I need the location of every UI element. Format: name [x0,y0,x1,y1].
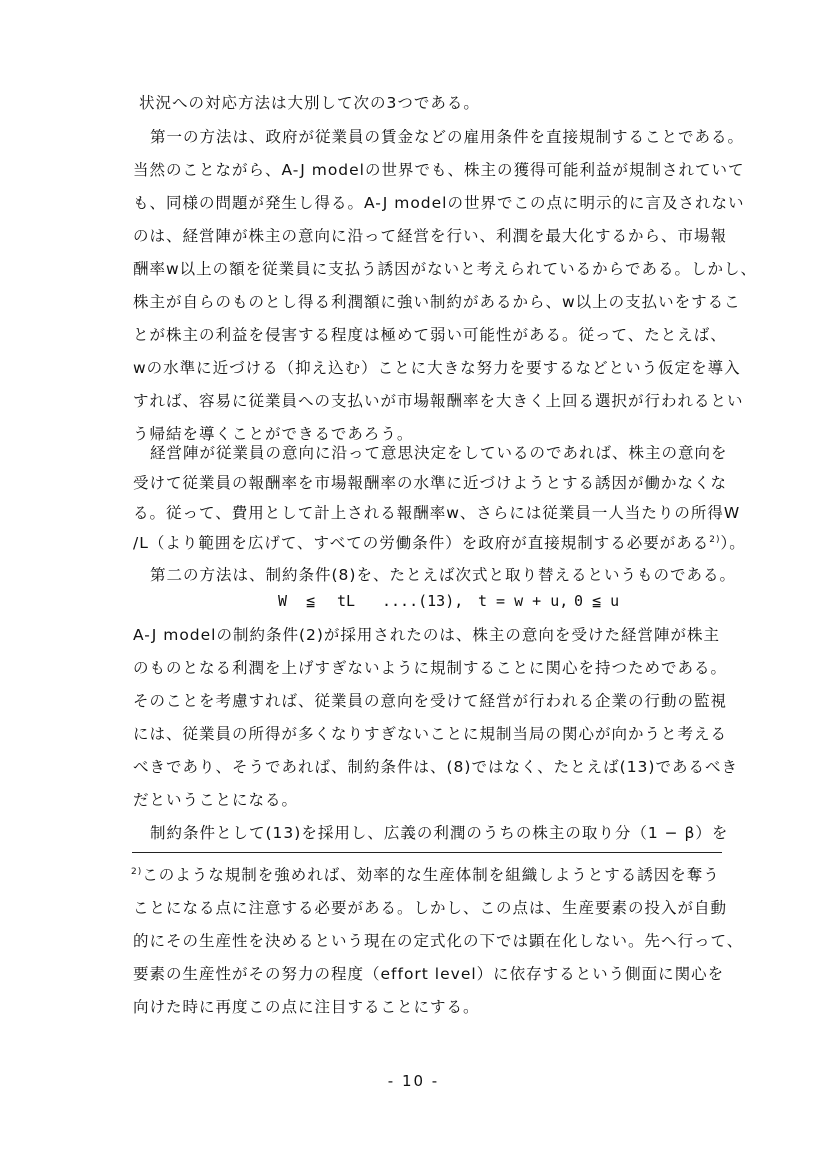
text-line: A-J modelの制約条件(2)が採用されたのは、株主の意向を受けた経営陣が株主 [133,626,720,644]
text-line: 第二の方法は、制約条件(8)を、たとえば次式と取り替えるというものである。 [150,566,736,584]
equation-rhs: tL [337,592,356,610]
text-line: 株主が自らのものとし得る利潤額に強い制約があるから、w以上の支払いをするこ [133,293,741,311]
text-segment: このような規制を強めれば、効率的な生産体制を組織しようとする誘因を奪う [142,866,720,884]
text-line: 第一の方法は、政府が従業員の賃金などの雇用条件を直接規制することである。 [150,128,745,146]
equation-lhs: W [278,592,288,610]
text-line: のものとなる利潤を上げすぎないように規制することに関心を持つためである。 [133,659,728,677]
footnote-line: 要素の生産性がその努力の程度（effort level）に依存するという側面に関心を [133,965,725,983]
text-line: 受けて従業員の報酬率を市場報酬率の水準に近づけようとする誘因が働かなくな [133,474,728,492]
equation-label: ....(13), [382,592,464,610]
footnote-line [131,865,720,885]
equation-relation: ≦ [306,592,316,610]
equation-condition: 0 ≦ u [574,592,620,610]
text-line: べきであり、そうであれば、制約条件は、(8)ではなく、たとえば(13)であるべき [133,758,738,776]
text-line: には、従業員の所得が多くなりすぎないことに規制当局の関心が向かうと考える [133,725,728,743]
text-line: そのことを考慮すれば、従業員の意向を受けて経営が行われる企業の行動の監視 [133,692,728,710]
text-line: のは、経営陣が株主の意向に沿って経営を行い、利潤を最大化するから、市場報 [133,227,728,245]
text-line: だということになる。 [133,791,299,809]
text-segment: /L（より範囲を広げて、すべての労働条件）を政府が直接規制する必要がある [133,534,710,552]
text-line: とが株主の利益を侵害する程度は極めて弱い可能性がある。従って、たとえば、 [133,326,727,344]
text-line: 制約条件として(13)を採用し、広義の利潤のうちの株主の取り分（1 − β）を [150,824,729,842]
page-number: - 10 - [387,1072,440,1090]
footnote-mark: 2) [131,866,143,877]
text-line: wの水準に近づける（抑え込む）ことに大きな努力を要するなどという仮定を導入 [133,359,741,377]
text-line: も、同様の問題が発生し得る。A-J modelの世界でこの点に明示的に言及されない [133,194,745,212]
footnote-ref: 2) [709,534,721,545]
equation-definition: t = w + u, [478,592,569,610]
footnote-line: 的にその生産性を決めるという現在の定式化の下では顕在化しない。先へ行って、 [133,932,744,950]
text-line: う帰結を導くことができるであろう。 [133,425,414,443]
text-line: る。従って、費用として計上される報酬率w、さらには従業員一人当たりの所得W [133,504,741,522]
footnote-divider [132,852,722,853]
footnote-line: 向けた時に再度この点に注目することにする。 [133,998,480,1016]
text-line: すれば、容易に従業員への支払いが市場報酬率を大きく上回る選択が行われるとい [133,392,744,410]
text-line: 状況への対応方法は大別して次の3つである。 [139,94,480,112]
footnote-line: ことになる点に注意する必要がある。しかし、この点は、生産要素の投入が自動 [133,899,728,917]
text-line: 酬率w以上の額を従業員に支払う誘因がないと考えられているからである。しかし、 [133,260,758,278]
text-line [133,533,746,553]
text-line: 当然のことながら、A-J modelの世界でも、株主の獲得可能利益が規制されていて [133,161,745,179]
text-segment: ）。 [720,534,746,552]
text-line: 経営陣が従業員の意向に沿って意思決定をしているのであれば、株主の意向を [150,444,728,462]
